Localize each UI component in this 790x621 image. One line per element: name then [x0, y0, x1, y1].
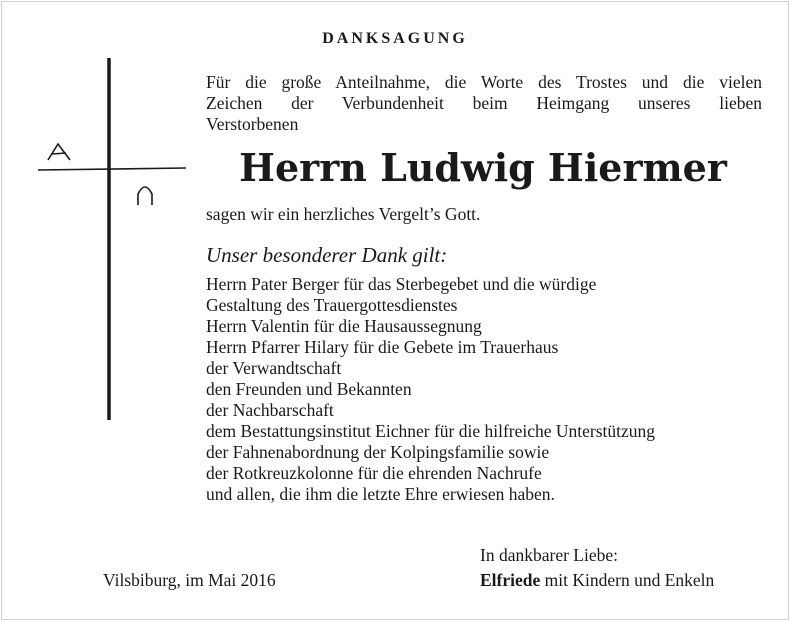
- gratitude-line: sagen wir ein herzliches Vergelt’s Gott.: [206, 204, 481, 224]
- thanks-line: der Verwandtschaft: [206, 358, 342, 378]
- deceased-name: Herrn Ludwig Hiermer: [239, 145, 727, 190]
- thanks-heading: Unser besonderer Dank gilt:: [206, 243, 448, 267]
- thanks-line: und allen, die ihm die letzte Ehre erwiesen haben.: [206, 484, 555, 504]
- thanks-line: der Nachbarschaft: [206, 400, 334, 420]
- thanks-list: [206, 274, 655, 505]
- signature: [480, 570, 714, 591]
- closing-line: In dankbarer Liebe:: [480, 545, 618, 565]
- intro-line-1: Für die große Anteilnahme, die Worte des Trostes und die vielen: [206, 72, 762, 92]
- intro-text: [206, 72, 762, 114]
- thanks-line: der Rotkreuzkolonne für die ehrenden Nachrufe: [206, 463, 542, 483]
- signature-name: Elfriede: [480, 570, 541, 590]
- place-date: Vilsbiburg, im Mai 2016: [103, 570, 276, 590]
- notice-heading: DANKSAGUNG: [322, 30, 468, 47]
- thanks-line: Gestaltung des Trauergottesdienstes: [206, 295, 458, 315]
- thanks-line: Herrn Pfarrer Hilary für die Gebete im Trauerhaus: [206, 337, 559, 357]
- cross-icon: [0, 0, 200, 430]
- thanks-line: der Fahnenabordnung der Kolpingsfamilie sowie: [206, 442, 550, 462]
- intro-line-2: Zeichen der Verbundenheit beim Heimgang unseres lieben: [206, 93, 762, 113]
- intro-line-3: Verstorbenen: [206, 114, 299, 134]
- thanks-line: den Freunden und Bekannten: [206, 379, 412, 399]
- thanks-line: Herrn Valentin für die Hausaussegnung: [206, 316, 482, 336]
- thanks-line: Herrn Pater Berger für das Sterbegebet und die würdige: [206, 274, 597, 294]
- thanks-line: dem Bestattungsinstitut Eichner für die hilfreiche Unterstützung: [206, 421, 656, 441]
- signature-rest: mit Kindern und Enkeln: [540, 570, 715, 590]
